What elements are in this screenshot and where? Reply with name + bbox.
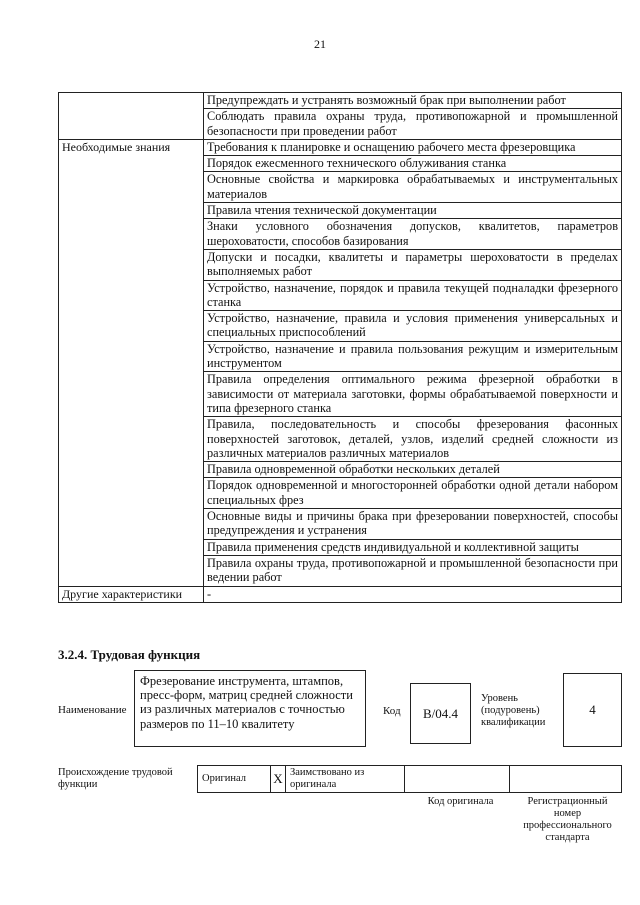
row-item: Устройство, назначение, порядок и правила текущей подналадки фрезерного станка — [204, 280, 622, 311]
row-item: Правила определения оптимального режима фрезерной обработки в зависимости от материала заготовки, формы обрабатываемой поверхности и типа фрезерного станка — [204, 372, 622, 417]
reg-number-cell — [510, 766, 622, 793]
original-label: Оригинал — [202, 773, 246, 784]
reg-number-label: Регистрационный номер профессионального стандарта — [523, 796, 612, 843]
row-item: Требования к планировке и оснащению рабочего места фрезеровщика — [204, 139, 622, 155]
row-item: Правила охраны труда, противопожарной и промышленной безопасности при ведении работ — [204, 555, 622, 586]
row-item: - — [204, 586, 622, 602]
row-item: Порядок ежесменного технического облуживания станка — [204, 156, 622, 172]
table-row — [59, 586, 622, 602]
origin-table — [197, 765, 622, 793]
row-item: Соблюдать правила охраны труда, противопожарной и промышленной безопасности при проведении работ — [204, 109, 622, 140]
row-item: Устройство, назначение и правила пользования режущим и измерительным инструментом — [204, 341, 622, 372]
original-mark: X — [273, 771, 283, 786]
row-item: Знаки условного обозначения допусков, квалитетов, параметров шероховатости, способов базирования — [204, 219, 622, 250]
level-value: 4 — [589, 702, 596, 717]
row-item: Правила применения средств индивидуальной и коллективной защиты — [204, 539, 622, 555]
level-label: Уровень (подуровень) квалификации — [481, 693, 546, 728]
original-cell — [198, 766, 271, 793]
code-box — [410, 683, 471, 744]
table-row — [59, 139, 622, 155]
row-label — [59, 93, 204, 140]
level-box — [563, 673, 622, 747]
name-label: Наименование — [58, 704, 127, 716]
code-value: В/04.4 — [422, 705, 459, 721]
page-number: 21 — [314, 37, 326, 51]
section-title: 3.2.4. Трудовая функция — [58, 647, 201, 662]
borrowed-label: Заимствовано из оригинала — [290, 767, 365, 790]
origin-label: Происхождение трудовой функции — [58, 767, 173, 790]
row-item: Предупреждать и устранять возможный брак при выполнении работ — [204, 93, 622, 109]
row-label: Другие характеристики — [59, 586, 204, 602]
row-item: Допуски и посадки, квалитеты и параметры шероховатости в пределах выполняемых работ — [204, 249, 622, 280]
row-item: Правила чтения технической документации — [204, 203, 622, 219]
row-item: Основные свойства и маркировка обрабатываемых и инструментальных материалов — [204, 172, 622, 203]
row-item: Основные виды и причины брака при фрезеровании поверхностей, способы предупреждения и устранения — [204, 509, 622, 540]
skills-knowledge-table — [58, 92, 622, 603]
code-original-cell — [405, 766, 510, 793]
code-original-label: Код оригинала — [427, 796, 494, 807]
row-item: Порядок одновременной и многосторонней обработки одной детали набором специальных фрез — [204, 478, 622, 509]
code-label: Код — [383, 705, 401, 717]
function-name-box — [134, 670, 366, 747]
row-item: Правила, последовательность и способы фрезерования фасонных поверхностей заготовок, деталей, узлов, изделий средней сложности из различных материалов различных материалов — [204, 417, 622, 462]
function-name-value: Фрезерование инструмента, штампов, пресс-форм, матриц средней сложности из различных материалов с точностью размеров по 11–10 квалитету — [140, 674, 353, 731]
row-item: Правила одновременной обработки нескольких деталей — [204, 462, 622, 478]
table-row — [59, 93, 622, 109]
row-label: Необходимые знания — [59, 139, 204, 586]
original-mark-cell — [271, 766, 286, 793]
borrowed-cell — [286, 766, 405, 793]
row-item: Устройство, назначение, правила и условия применения универсальных и специальных приспособлений — [204, 311, 622, 342]
